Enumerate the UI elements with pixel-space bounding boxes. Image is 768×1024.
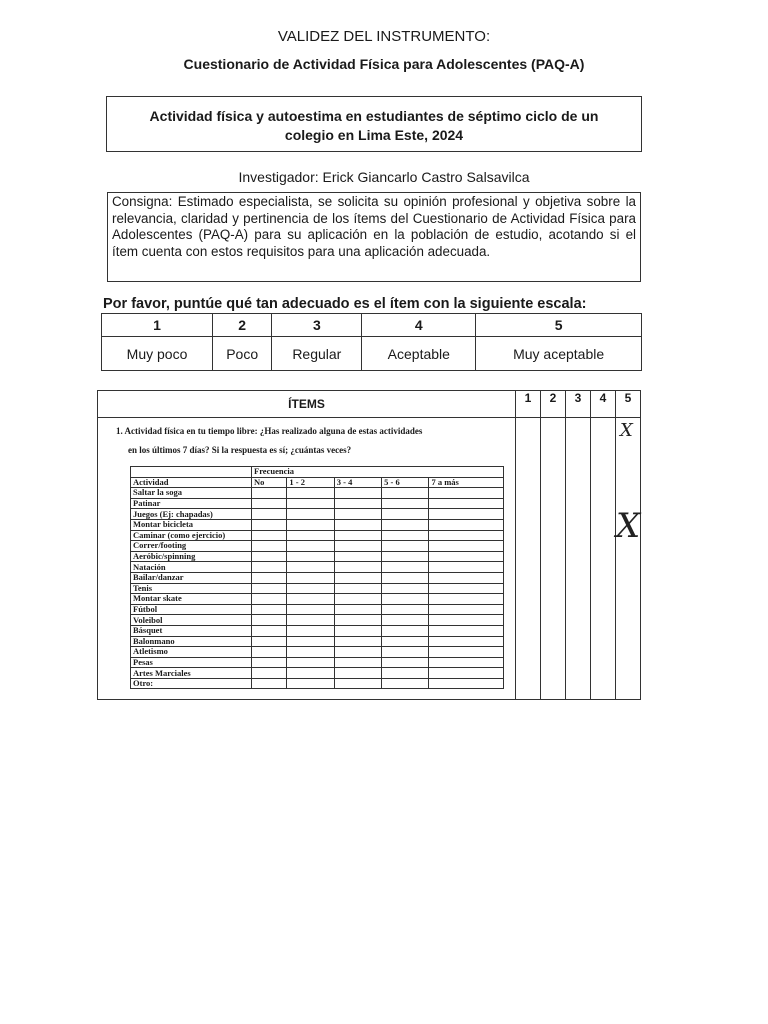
score-mark: X — [616, 506, 641, 546]
frequency-cell[interactable] — [429, 572, 504, 583]
frequency-cell[interactable] — [429, 541, 504, 552]
items-header: ÍTEMS — [98, 391, 516, 418]
frequency-cell[interactable] — [287, 530, 334, 541]
frequency-cell[interactable] — [429, 488, 504, 499]
frequency-cell[interactable] — [287, 498, 334, 509]
frequency-cell[interactable] — [382, 678, 429, 689]
frequency-cell[interactable] — [287, 647, 334, 658]
activity-row — [131, 657, 504, 668]
activity-name: Atletismo — [131, 647, 252, 658]
frequency-cell[interactable] — [429, 498, 504, 509]
frequency-cell[interactable] — [334, 615, 381, 626]
frequency-cell[interactable] — [429, 594, 504, 605]
activity-row — [131, 498, 504, 509]
frequency-cell[interactable] — [382, 562, 429, 573]
frequency-cell[interactable] — [287, 594, 334, 605]
frequency-cell[interactable] — [429, 530, 504, 541]
frequency-cell[interactable] — [287, 562, 334, 573]
frequency-cell[interactable] — [382, 668, 429, 679]
score-header-2: 2 — [541, 391, 566, 418]
item-row-1 — [98, 418, 641, 700]
activity-name: Bailar/danzar — [131, 572, 252, 583]
frequency-cell[interactable] — [252, 615, 287, 626]
frequency-cell[interactable] — [382, 541, 429, 552]
document-heading: VALIDEZ DEL INSTRUMENTO: — [277, 28, 491, 45]
scale-label: Muy poco — [102, 337, 213, 371]
activity-row — [131, 604, 504, 615]
frequency-cell[interactable] — [252, 625, 287, 636]
frequency-cell[interactable] — [334, 562, 381, 573]
frequency-cell[interactable] — [334, 657, 381, 668]
frequency-cell[interactable] — [382, 594, 429, 605]
frequency-column-header: 5 - 6 — [382, 477, 429, 488]
activity-row — [131, 583, 504, 594]
activity-row — [131, 541, 504, 552]
frequency-cell[interactable] — [382, 615, 429, 626]
activity-row — [131, 530, 504, 541]
frequency-table — [130, 466, 504, 689]
activity-name: Tenis — [131, 583, 252, 594]
frequency-column-header: No — [252, 477, 287, 488]
frequency-cell[interactable] — [429, 678, 504, 689]
scale-number: 5 — [476, 314, 642, 337]
item-question-cell — [98, 418, 516, 700]
frequency-cell[interactable] — [252, 541, 287, 552]
frequency-cell[interactable] — [287, 572, 334, 583]
frequency-cell[interactable] — [382, 572, 429, 583]
frequency-cell[interactable] — [429, 636, 504, 647]
activity-name: Balonmano — [131, 636, 252, 647]
frequency-blank-cell — [131, 467, 252, 478]
score-header-1: 1 — [516, 391, 541, 418]
frequency-cell[interactable] — [334, 509, 381, 520]
frequency-cell[interactable] — [252, 530, 287, 541]
frequency-cell[interactable] — [429, 519, 504, 530]
activity-row — [131, 668, 504, 679]
frequency-cell[interactable] — [334, 498, 381, 509]
activity-name: Artes Marciales — [131, 668, 252, 679]
frequency-cell[interactable] — [382, 604, 429, 615]
frequency-cell[interactable] — [287, 636, 334, 647]
frequency-cell[interactable] — [429, 668, 504, 679]
frequency-cell[interactable] — [252, 509, 287, 520]
frequency-cell[interactable] — [334, 604, 381, 615]
frequency-cell[interactable] — [334, 530, 381, 541]
score-cell-3[interactable] — [566, 418, 591, 700]
items-table-grid — [97, 390, 641, 700]
frequency-cell[interactable] — [334, 572, 381, 583]
score-header-5: 5 — [616, 391, 641, 418]
scale-label: Aceptable — [362, 337, 476, 371]
activity-row — [131, 551, 504, 562]
items-evaluation-table — [97, 390, 641, 700]
frequency-cell[interactable] — [287, 488, 334, 499]
frequency-cell[interactable] — [382, 583, 429, 594]
activity-row — [131, 519, 504, 530]
scale-label: Muy aceptable — [476, 337, 642, 371]
activity-column-header: Actividad — [131, 477, 252, 488]
frequency-cell[interactable] — [429, 509, 504, 520]
frequency-cell[interactable] — [334, 625, 381, 636]
frequency-cell[interactable] — [252, 488, 287, 499]
activity-row — [131, 678, 504, 689]
score-cell-4[interactable] — [591, 418, 616, 700]
frequency-cell[interactable] — [429, 551, 504, 562]
frequency-cell[interactable] — [252, 594, 287, 605]
frequency-cell[interactable] — [382, 498, 429, 509]
score-header-4: 4 — [591, 391, 616, 418]
activity-name: Fútbol — [131, 604, 252, 615]
activity-row — [131, 562, 504, 573]
activity-row — [131, 647, 504, 658]
activity-row — [131, 636, 504, 647]
activity-row — [131, 509, 504, 520]
rating-scale-table — [101, 313, 642, 371]
frequency-cell[interactable] — [429, 615, 504, 626]
scale-number: 3 — [272, 314, 362, 337]
frequency-cell[interactable] — [429, 657, 504, 668]
frequency-cell[interactable] — [334, 594, 381, 605]
activity-name: Natación — [131, 562, 252, 573]
instruction-box — [107, 192, 641, 282]
frequency-group-label: Frecuencia — [252, 467, 504, 478]
frequency-cell[interactable] — [334, 678, 381, 689]
frequency-cell[interactable] — [382, 625, 429, 636]
frequency-cell[interactable] — [382, 551, 429, 562]
frequency-cell[interactable] — [429, 604, 504, 615]
frequency-cell[interactable] — [252, 678, 287, 689]
scale-label: Regular — [272, 337, 362, 371]
frequency-cell[interactable] — [382, 509, 429, 520]
frequency-cell[interactable] — [287, 668, 334, 679]
activity-name: Correr/footing — [131, 541, 252, 552]
frequency-cell[interactable] — [334, 551, 381, 562]
frequency-cell[interactable] — [287, 583, 334, 594]
frequency-cell[interactable] — [382, 488, 429, 499]
scale-prompt: Por favor, puntúe qué tan adecuado es el ítem con la siguiente escala: — [103, 296, 587, 312]
activity-name: Voleibol — [131, 615, 252, 626]
activity-name: Patinar — [131, 498, 252, 509]
score-cell-5[interactable] — [616, 418, 641, 700]
activity-row — [131, 488, 504, 499]
study-title-line1: Actividad física y autoestima en estudiantes de séptimo ciclo de un — [149, 108, 599, 124]
frequency-cell[interactable] — [252, 498, 287, 509]
scale-number: 4 — [362, 314, 476, 337]
frequency-cell[interactable] — [252, 636, 287, 647]
activity-row — [131, 625, 504, 636]
activity-row — [131, 615, 504, 626]
frequency-cell[interactable] — [252, 647, 287, 658]
frequency-cell[interactable] — [334, 583, 381, 594]
frequency-cell[interactable] — [334, 647, 381, 658]
frequency-cell[interactable] — [429, 625, 504, 636]
frequency-column-header: 7 a más — [429, 477, 504, 488]
frequency-column-header: 3 - 4 — [334, 477, 381, 488]
investigator-name: Investigador: Erick Giancarlo Castro Salsavilca — [238, 169, 530, 185]
score-cell-2[interactable] — [541, 418, 566, 700]
frequency-cell[interactable] — [252, 583, 287, 594]
frequency-cell[interactable] — [334, 541, 381, 552]
score-mark: X — [620, 420, 633, 441]
frequency-cell[interactable] — [334, 519, 381, 530]
score-header-3: 3 — [566, 391, 591, 418]
frequency-cell[interactable] — [429, 583, 504, 594]
frequency-cell[interactable] — [334, 636, 381, 647]
frequency-cell[interactable] — [382, 519, 429, 530]
frequency-cell[interactable] — [287, 657, 334, 668]
frequency-group-row — [131, 467, 504, 478]
scale-number: 1 — [102, 314, 213, 337]
score-cell-1[interactable] — [516, 418, 541, 700]
frequency-cell[interactable] — [382, 647, 429, 658]
frequency-cell[interactable] — [252, 551, 287, 562]
item-question-line2: en los últimos 7 días? Si la respuesta es sí; ¿cuántas veces? — [128, 445, 352, 455]
activity-name: Aeróbic/spinning — [131, 551, 252, 562]
activity-name: Juegos (Ej: chapadas) — [131, 509, 252, 520]
frequency-cell[interactable] — [429, 562, 504, 573]
scale-label: Poco — [213, 337, 272, 371]
frequency-cell[interactable] — [252, 657, 287, 668]
study-title-box — [106, 96, 642, 152]
frequency-cell[interactable] — [287, 541, 334, 552]
frequency-cell[interactable] — [287, 519, 334, 530]
activity-name: Caminar (como ejercicio) — [131, 530, 252, 541]
frequency-cell[interactable] — [334, 668, 381, 679]
scale-number: 2 — [213, 314, 272, 337]
frequency-cell[interactable] — [287, 678, 334, 689]
instruction-text: Consigna: Estimado especialista, se solicita su opinión profesional y objetiva sobre la relevancia, claridad y pertinencia de los ítems del Cuestionario de Actividad Física para Adolescentes (PAQ-A) para su aplicación en la población de estudio, acotando si el ítem cuenta con estos requisitos para una aplicación adecuada. — [112, 194, 636, 259]
activity-name: Montar skate — [131, 594, 252, 605]
items-header-row — [98, 391, 641, 418]
scale-numbers-row — [102, 314, 642, 337]
frequency-cell[interactable] — [252, 562, 287, 573]
frequency-cell[interactable] — [287, 551, 334, 562]
activity-name: Saltar la soga — [131, 488, 252, 499]
frequency-cell[interactable] — [287, 625, 334, 636]
frequency-cell[interactable] — [334, 488, 381, 499]
activity-name: Otro: — [131, 678, 252, 689]
frequency-cell[interactable] — [252, 604, 287, 615]
frequency-cell[interactable] — [287, 604, 334, 615]
frequency-cell[interactable] — [382, 530, 429, 541]
frequency-header-row — [131, 477, 504, 488]
frequency-cell[interactable] — [287, 509, 334, 520]
frequency-cell[interactable] — [287, 615, 334, 626]
frequency-cell[interactable] — [252, 572, 287, 583]
activity-row — [131, 594, 504, 605]
frequency-cell[interactable] — [382, 636, 429, 647]
frequency-cell[interactable] — [252, 519, 287, 530]
frequency-column-header: 1 - 2 — [287, 477, 334, 488]
activity-name: Básquet — [131, 625, 252, 636]
activity-name: Pesas — [131, 657, 252, 668]
document-subtitle: Cuestionario de Actividad Física para Adolescentes (PAQ-A) — [183, 56, 585, 72]
activity-row — [131, 572, 504, 583]
frequency-cell[interactable] — [429, 647, 504, 658]
frequency-cell[interactable] — [252, 668, 287, 679]
frequency-cell[interactable] — [382, 657, 429, 668]
item-question-line1: 1. Actividad física en tu tiempo libre: ¿Has realizado alguna de estas actividades — [116, 426, 423, 436]
study-title-line2: colegio en Lima Este, 2024 — [284, 127, 464, 143]
scale-labels-row — [102, 337, 642, 371]
activity-name: Montar bicicleta — [131, 519, 252, 530]
